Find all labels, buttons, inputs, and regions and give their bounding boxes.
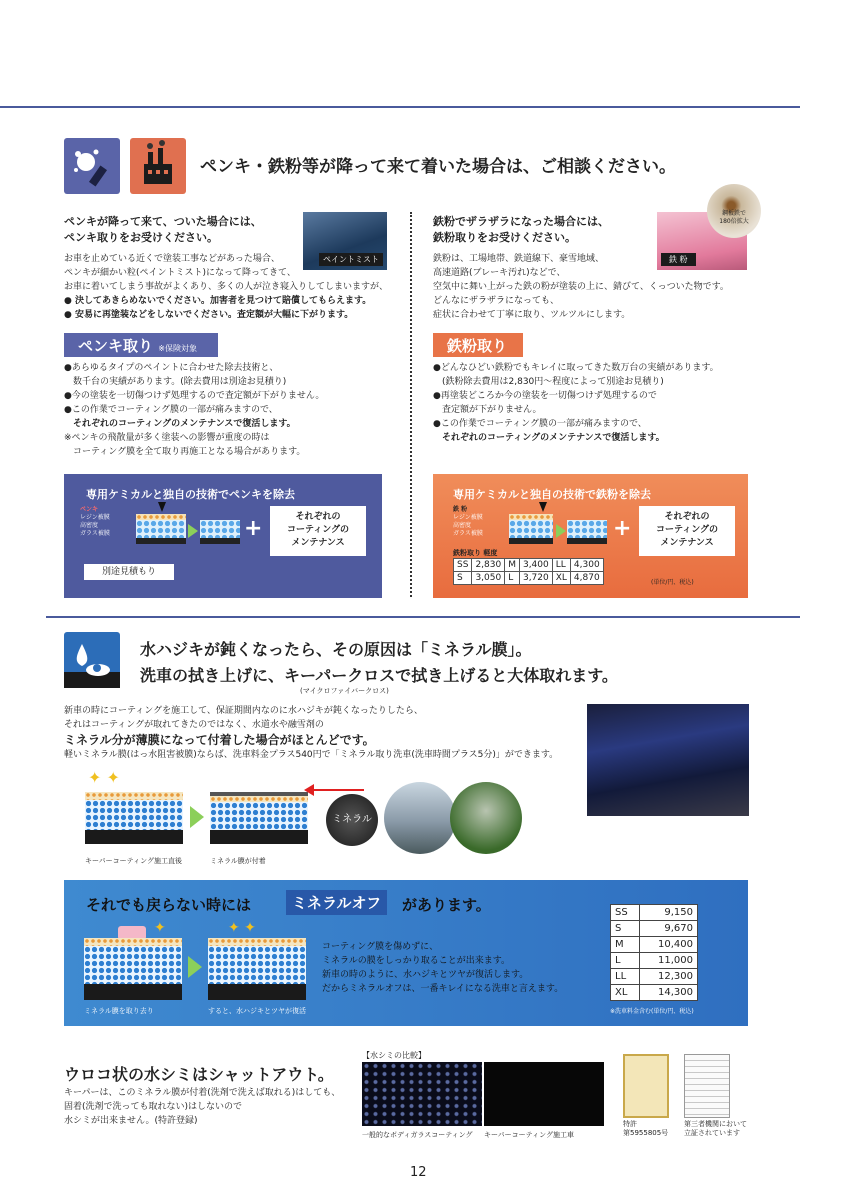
patent-certificate (623, 1054, 669, 1118)
compare-label: 【水シミの比較】 (362, 1051, 426, 1060)
paint-body-line: ペンキが細かい粒(ペイントミスト)になって降ってきて、 (64, 268, 296, 278)
mineral-heading-2: 洗車の拭き上げに、キーパークロスで拭き上げると大体取れます。 (140, 666, 618, 685)
faucet-photo (450, 782, 522, 854)
layer-label: 高密度 (80, 522, 99, 529)
paint-removal-tag (64, 333, 218, 357)
paint-title-1: ペンキが降って来て、ついた場合には、 (64, 215, 262, 228)
maint-line: メンテナンス (660, 538, 714, 548)
mineral-body (64, 704, 584, 762)
price-cell: 12,300 (639, 969, 697, 985)
paint-bullet: それぞれのコーティングのメンテナンスで復活します。 (64, 419, 296, 429)
car-hood-photo (587, 704, 749, 816)
size-cell: L (505, 572, 520, 585)
mineral-off-diagram-1 (84, 938, 182, 1000)
mineral-off-diagram-2 (208, 938, 306, 1000)
iron-bullet: 査定額が下がりません。 (433, 405, 542, 415)
iron-body-line: 症状に合わせて丁寧に取り、ツルツルにします。 (433, 310, 631, 320)
price-cell: 11,000 (639, 953, 697, 969)
table-row (611, 985, 698, 1001)
iron-price-note: (単位/円、税込) (651, 579, 694, 586)
paint-title-2: ペンキ取りをお受けください。 (64, 231, 218, 244)
price-cell: 14,300 (639, 985, 697, 1001)
mineral-off-price-table (610, 904, 698, 1001)
price-cell: 10,400 (639, 937, 697, 953)
mineral-circle: ミネラル (326, 794, 378, 846)
maint-line: コーティングの (655, 525, 719, 535)
table-row (611, 921, 698, 937)
iron-body (433, 252, 763, 322)
iron-panel-title: 専用ケミカルと独自の技術で鉄粉を除去 (453, 488, 651, 501)
iron-panel (433, 474, 748, 598)
layer-diagram-after (200, 520, 240, 544)
top-heading: ペンキ・鉄粉等が降って来て着いた場合は、ご相談ください。 (200, 157, 676, 177)
arrow-down-icon (537, 502, 549, 514)
diag-caption-1: キーパーコーティング施工直後 (85, 857, 182, 865)
diag-caption-2: ミネラル膜が付着 (210, 857, 266, 865)
mineral-off-text (322, 940, 563, 996)
layer-label: レジン被膜 (80, 514, 110, 521)
iron-zoom-circle (707, 184, 761, 238)
plus-icon: + (613, 516, 632, 541)
body-line: 軽いミネラル膜(はっ水阻害被膜)ならば、洗車料金プラス540円で「ミネラル取り洗車(洗車時間プラス5分)」ができます。 (64, 750, 559, 760)
road-photo (384, 782, 456, 854)
body-line: ミネラル分が薄膜になって付着した場合がほとんどです。 (64, 733, 375, 747)
size-cell: L (611, 953, 640, 969)
estimate-box: 別途見積もり (84, 564, 174, 580)
price-cell: 4,300 (570, 559, 603, 572)
paint-bullet: 数千台の実績があります。(除去費用は別途お見積り) (64, 377, 287, 387)
table-row (611, 953, 698, 969)
table-row (454, 559, 604, 572)
size-cell: XL (611, 985, 640, 1001)
top-rule (0, 106, 800, 108)
size-cell: S (611, 921, 640, 937)
caption-line: 第三者機関において (684, 1120, 747, 1128)
coating-diagram-mineral (210, 792, 308, 844)
sparkle-icon: ✦ ✦ (228, 920, 256, 936)
text-line: 新車の時のように、水ハジキとツヤが復活します。 (322, 970, 529, 980)
text-line: コーティング膜を傷めずに、 (322, 942, 439, 952)
size-cell: SS (611, 905, 640, 921)
arrow-right-icon (188, 956, 202, 978)
mineral-off-price-note: ※洗車料金含む(単位/円、税込) (610, 1008, 694, 1015)
paint-body-line: ● 安易に再塗装などをしないでください。査定額が大幅に下がります。 (64, 310, 354, 320)
text-line: ミネラルの膜をしっかり取ることが出来ます。 (322, 956, 511, 966)
size-cell: SS (454, 559, 472, 572)
paint-bullet: ●今の塗装を一切傷つけず処理するので査定額が下がりません。 (64, 391, 325, 401)
patent-caption (623, 1120, 668, 1138)
layer-label: 鉄 粉 (453, 506, 468, 513)
arrow-right-icon (556, 524, 566, 538)
iron-title-1: 鉄粉でザラザラになった場合には、 (433, 215, 609, 228)
paint-bullets (64, 361, 404, 459)
coating-diagram-new (85, 792, 183, 844)
body-line: それはコーティングが取れてきたのではなく、水道水や融雪剤の (64, 720, 324, 730)
caption-line: 特許 (623, 1120, 637, 1128)
layer-label: ガラス被膜 (453, 530, 483, 537)
mineral-heading-1: 水ハジキが鈍くなったら、その原因は「ミネラル膜」。 (140, 640, 532, 659)
iron-powder-label: 鉄 粉 (661, 253, 696, 266)
uroko-text (64, 1086, 340, 1128)
paint-icon (64, 138, 120, 194)
caption-line: 立証されています (684, 1129, 740, 1137)
iron-bullet: それぞれのコーティングのメンテナンスで復活します。 (433, 433, 665, 443)
maint-line: それぞれの (295, 512, 341, 522)
layer-diagram-before (136, 514, 186, 544)
layer-label: 高密度 (453, 522, 472, 529)
iron-diagram-after (567, 520, 607, 544)
iron-bullet: ●この作業でコーティング膜の一部が痛みますので、 (433, 419, 647, 429)
compare-photo-general (362, 1062, 482, 1126)
price-cell: 9,670 (639, 921, 697, 937)
size-cell: LL (611, 969, 640, 985)
compare-cap-1: 一般的なボディガラスコーティング (362, 1131, 473, 1139)
uroko-title: ウロコ状の水シミはシャットアウト。 (64, 1065, 334, 1084)
maintenance-box (639, 506, 735, 556)
mineral-off-title-post: があります。 (402, 896, 491, 914)
sparkle-icon: ✦ ✦ (88, 768, 120, 787)
table-row (454, 572, 604, 585)
iron-bullet: ●再塗装どころか今の塗装を一切傷つけず処理するので (433, 391, 657, 401)
size-cell: M (505, 559, 520, 572)
size-cell: XL (552, 572, 570, 585)
iron-bullets (433, 361, 773, 445)
iron-title-2: 鉄粉取りをお受けください。 (433, 231, 576, 244)
arrow-right-icon (190, 806, 204, 828)
price-cell: 9,150 (639, 905, 697, 921)
arrow-down-icon (156, 502, 168, 514)
maint-line: コーティングの (286, 525, 350, 535)
water-drop-icon (64, 632, 120, 688)
iron-layer-labels (453, 506, 483, 538)
price-cell: 3,720 (519, 572, 552, 585)
table-row (611, 937, 698, 953)
paint-bullet: ●この作業でコーティング膜の一部が痛みますので、 (64, 405, 278, 415)
iron-diagram-before (509, 514, 553, 544)
paint-panel-title: 専用ケミカルと独自の技術でペンキを除去 (86, 488, 295, 501)
iron-bullet: ●どんなひどい鉄粉でもキレイに取ってきた数万台の実績があります。 (433, 363, 719, 373)
paint-bullet: ※ペンキの飛散量が多く塗装への影響が重度の時は (64, 433, 270, 443)
mineral-off-title-hl: ミネラルオフ (286, 890, 387, 915)
table-row (611, 905, 698, 921)
mineral-off-cap-1: ミネラル膜を取り去り (84, 1007, 154, 1015)
iron-price-table (453, 558, 604, 585)
zoom-line: 180倍拡大 (719, 218, 749, 225)
zoom-line: 鋼板鉄で (721, 210, 746, 217)
paint-layer-labels (80, 506, 110, 538)
third-party-document (684, 1054, 730, 1118)
paint-bullet: コーティング膜を全て取り再施工となる場合があります。 (64, 447, 306, 457)
compare-cap-2: キーパーコーティング施工車 (484, 1131, 574, 1139)
text-line: 固着(洗剤で洗っても取れない)はしないので (64, 1102, 243, 1112)
compare-photo-keeper (484, 1062, 604, 1126)
maint-line: メンテナンス (291, 538, 345, 548)
paint-body-line: お車を止めている近くで塗装工事などがあった場合、 (64, 254, 280, 264)
arrow-right-icon (188, 524, 198, 538)
plus-icon: + (244, 516, 263, 541)
middle-rule (46, 616, 800, 618)
layer-label: ガラス被膜 (80, 530, 110, 537)
text-line: キーパーは、このミネラル膜が付着(洗剤で洗えば取れる)はしても、 (64, 1088, 341, 1098)
iron-body-line: 高速道路(ブレーキ汚れ)などで、 (433, 268, 566, 278)
page-number: 12 (410, 1165, 427, 1180)
size-cell: M (611, 937, 640, 953)
paint-bullet: ●あらゆるタイプのペイントに合わせた除去技術と、 (64, 363, 279, 373)
table-row (611, 969, 698, 985)
mineral-off-title-pre: それでも戻らない時には (86, 896, 252, 914)
layer-label: ペンキ (80, 506, 99, 513)
size-cell: S (454, 572, 472, 585)
iron-bullet: (鉄粉除去費用は2,830円〜程度によって別途お見積り) (433, 377, 664, 387)
maint-line: それぞれの (664, 512, 710, 522)
paint-panel (64, 474, 382, 598)
mineral-off-panel (64, 880, 748, 1026)
maintenance-box (270, 506, 366, 556)
price-cell: 3,400 (519, 559, 552, 572)
body-line: 新車の時にコーティングを施工して、保証期間内なのに水ハジキが鈍くなったりしたら、 (64, 706, 423, 716)
column-divider (410, 212, 412, 597)
mineral-off-cap-2: すると、水ハジキとツヤが復活 (208, 1007, 306, 1015)
mineral-heading-sub: (マイクロファイバークロス) (300, 687, 389, 695)
price-cell: 2,830 (472, 559, 505, 572)
iron-body-line: 空気中に舞い上がった鉄の粉が塗装の上に、錆びて、くっついた物です。 (433, 282, 729, 292)
text-line: だからミネラルオフは、一番キレイになる洗車と言えます。 (322, 984, 564, 994)
paint-body (64, 252, 394, 322)
caption-line: 第5955805号 (623, 1129, 669, 1137)
paint-mist-label: ペイントミスト (319, 253, 383, 266)
paint-removal-tag-label: ペンキ取り (78, 337, 154, 355)
size-cell: LL (552, 559, 570, 572)
layer-label: レジン被膜 (453, 514, 483, 521)
third-party-caption (684, 1120, 747, 1138)
sparkle-icon: ✦ (154, 920, 166, 936)
paint-body-line: お車に着いてしまう事故がよくあり、多くの人が泣き寝入りしてしまいますが、 (64, 282, 389, 292)
iron-body-line: 鉄粉は、工場地帯、鉄道線下、豪雪地域、 (433, 254, 605, 264)
factory-icon (130, 138, 186, 194)
iron-body-line: どんなにザラザラになっても、 (433, 296, 560, 306)
paint-body-line: ● 決してあきらめないでください。加害者を見つけて賠償してもらえます。 (64, 296, 372, 306)
price-cell: 3,050 (472, 572, 505, 585)
text-line: 水シミが出来ません。(特許登録) (64, 1116, 198, 1126)
iron-price-title: 鉄粉取り 軽度 (453, 549, 498, 557)
price-cell: 4,870 (570, 572, 603, 585)
iron-removal-tag: 鉄粉取り (433, 333, 523, 357)
paint-removal-tag-note: ※保険対象 (158, 344, 197, 353)
